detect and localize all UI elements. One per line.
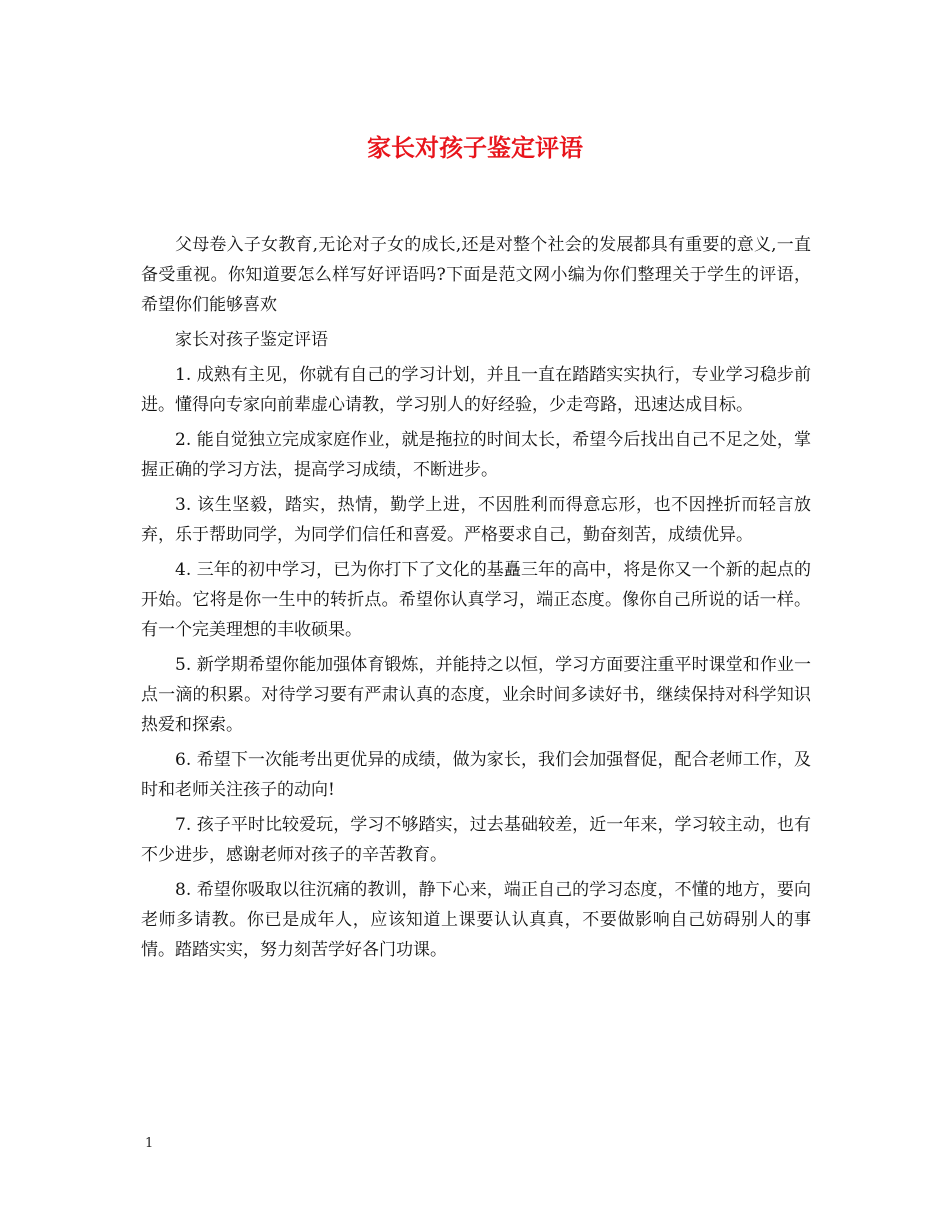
page-number: 1: [145, 1136, 154, 1151]
comment-item-2: 2. 能自觉独立完成家庭作业，就是拖拉的时间太长，希望今后找出自己不足之处，掌握正确的学习方法，提高学习成绩，不断进步。: [141, 430, 811, 480]
comment-item-6: 6. 希望下一次能考出更优异的成绩，做为家长，我们会加强督促，配合老师工作，及时和老师关注孩子的动向!: [141, 750, 811, 800]
comment-item-8: 8. 希望你吸取以往沉痛的教训，静下心来，端正自己的学习态度，不懂的地方，要向老师多请教。你已是成年人，应该知道上课要认认真真，不要做影响自己妨碍别人的事情。踏踏实实，努力刻苦学好各门功课。: [141, 880, 811, 960]
comment-item-1: 1. 成熟有主见，你就有自己的学习计划，并且一直在踏踏实实执行，专业学习稳步前进。懂得向专家向前辈虚心请教，学习别人的好经验，少走弯路，迅速达成目标。: [141, 365, 811, 415]
comment-item-4: 4. 三年的初中学习，已为你打下了文化的基矗三年的高中，将是你又一个新的起点的开始。它将是你一生中的转折点。希望你认真学习，端正态度。像你自己所说的话一样。有一个完美理想的丰收硕果。: [141, 560, 811, 640]
intro-paragraph: 父母卷入子女教育,无论对子女的成长,还是对整个社会的发展都具有重要的意义,一直备受重视。你知道要怎么样写好评语吗?下面是范文网小编为你们整理关于学生的评语，希望你们能够喜欢: [141, 235, 811, 315]
comment-item-7: 7. 孩子平时比较爱玩，学习不够踏实，过去基础较差，近一年来，学习较主动，也有不少进步，感谢老师对孩子的辛苦教育。: [141, 815, 811, 865]
comment-item-3: 3. 该生坚毅，踏实，热情，勤学上进，不因胜利而得意忘形，也不因挫折而轻言放弃，乐于帮助同学，为同学们信任和喜爱。严格要求自己，勤奋刻苦，成绩优异。: [141, 495, 811, 545]
section-heading: 家长对孩子鉴定评语: [175, 330, 328, 350]
comment-item-5: 5. 新学期希望你能加强体育锻炼，并能持之以恒，学习方面要注重平时课堂和作业一点一滴的积累。对待学习要有严肃认真的态度，业余时间多读好书，继续保持对科学知识热爱和探索。: [141, 655, 811, 735]
document-body: [141, 230, 811, 965]
document-title: 家长对孩子鉴定评语: [367, 133, 583, 162]
